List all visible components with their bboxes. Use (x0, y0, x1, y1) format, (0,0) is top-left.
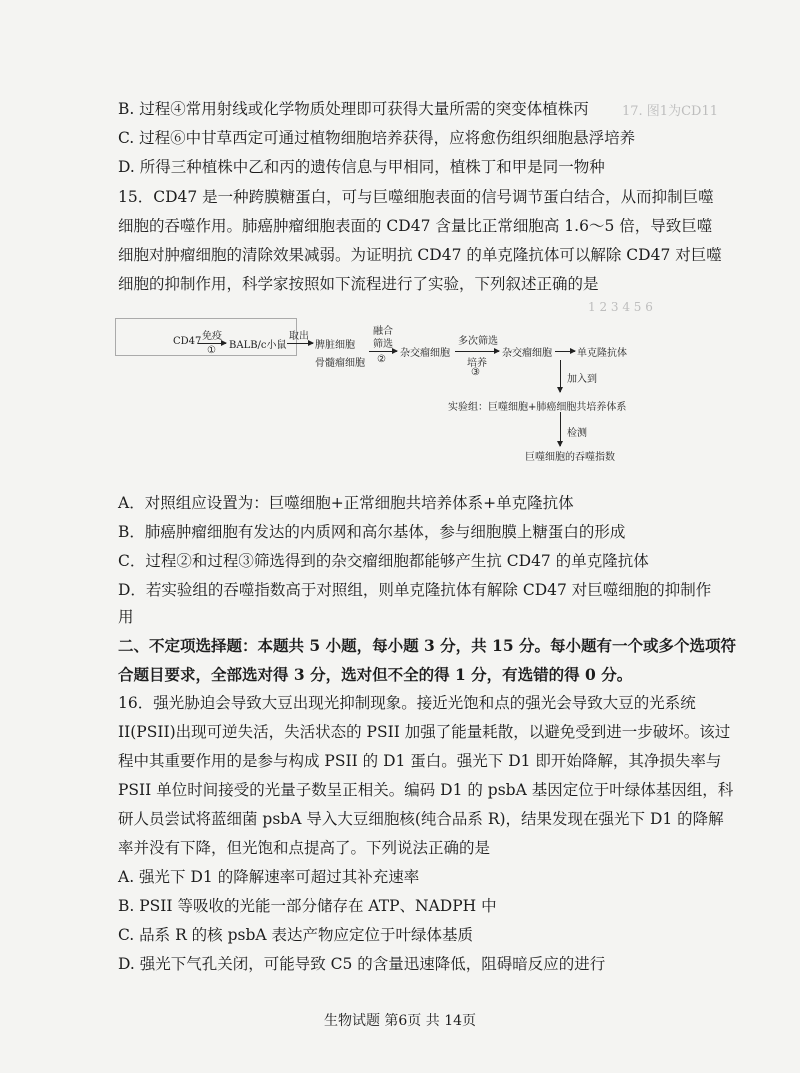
question-15-line4: 细胞的抑制作用，科学家按照如下流程进行了实验，下列叙述正确的是 (118, 275, 599, 293)
question-15-option-d-line1: D．若实验组的吞噬指数高于对照组，则单克隆抗体有解除 CD47 对巨噬细胞的抑制作 (118, 581, 712, 599)
section-2-heading-line2: 合题目要求，全部选对得 3 分，选对但不全的得 1 分，有选错的得 0 分。 (118, 665, 633, 684)
question-15-option-c: C．过程②和过程③筛选得到的杂交瘤细胞都能够产生抗 CD47 的单克隆抗体 (118, 552, 649, 570)
question-16-option-c: C. 品系 R 的核 psbA 表达产物应定位于叶绿体基质 (118, 926, 474, 944)
question-15-option-a: A．对照组应设置为：巨噬细胞+正常细胞共培养体系+单克隆抗体 (118, 494, 574, 512)
question-15-option-b: B．肺癌肿瘤细胞有发达的内质网和高尔基体，参与细胞膜上糖蛋白的形成 (118, 523, 626, 541)
diagram-exp-group: 实验组：巨噬细胞+肺癌细胞共培养体系 (448, 402, 627, 413)
arrow-culture (455, 351, 499, 352)
section-2-heading-line1: 二、不定项选择题：本题共 5 小题，每小题 3 分，共 15 分。每小题有一个或多个选项符 (118, 636, 737, 655)
diagram-cd47: CD47 (173, 336, 202, 347)
diagram-screen-label: 筛选 (373, 339, 393, 350)
question-16-option-d: D. 强光下气孔关闭，可能导致 C5 的含量迅速降低，阻碍暗反应的进行 (118, 955, 606, 973)
diagram-culture-label: 培养 (467, 358, 487, 369)
diagram-mab: 单克隆抗体 (577, 348, 627, 359)
question-16-option-b: B. PSII 等吸收的光能一部分储存在 ATP、NADPH 中 (118, 897, 497, 915)
bleed-through-text: 17. 图1为CD11 (622, 104, 718, 119)
diagram-add-label: 加入到 (567, 374, 597, 385)
question-16-line1: 16．强光胁迫会导致大豆出现光抑制现象。接近光饱和点的强光会导致大豆的光系统 (118, 694, 696, 712)
question-16-line5: 研人员尝试将蓝细菌 psbA 导入大豆细胞核(纯合品系 R)，结果发现在强光下 D1 的降解 (118, 810, 724, 828)
question-15-line1: 15．CD47 是一种跨膜糖蛋白，可与巨噬细胞表面的信号调节蛋白结合，从而抑制巨噬 (118, 188, 714, 206)
bleed-through-figure: 1 2 3 4 5 6 (588, 300, 653, 314)
arrow-detect (560, 412, 561, 446)
diagram-fuse-label: 融合 (373, 326, 393, 337)
arrow-to-mab (555, 351, 575, 352)
option-c-prev: C. 过程⑥中甘草西定可通过植物细胞培养获得，应将愈伤组织细胞悬浮培养 (118, 129, 636, 147)
option-b-prev: B. 过程④常用射线或化学物质处理即可获得大量所需的突变体植株丙 (118, 100, 589, 118)
arrow-add (560, 360, 561, 392)
option-d-prev: D. 所得三种植株中乙和丙的遗传信息与甲相同，植株丁和甲是同一物种 (118, 158, 605, 176)
question-16-line6: 率并没有下降，但光饱和点提高了。下列说法正确的是 (118, 839, 491, 857)
question-16-line4: PSII 单位时间接受的光量子数呈正相关。编码 D1 的 psbA 基因定位于叶绿体基因组，科 (118, 781, 734, 799)
diagram-mouse: BALB/c小鼠 (229, 340, 287, 351)
question-16-line3: 程中其重要作用的是参与构成 PSII 的 D1 蛋白。强光下 D1 即开始降解，其净损失率与 (118, 752, 722, 770)
arrow-extract (287, 343, 313, 344)
diagram-detect-label: 检测 (567, 428, 587, 439)
question-16-line2: II(PSII)出现可逆失活，失活状态的 PSII 加强了能量耗散，以避免受到进一步破坏。该过 (118, 723, 731, 741)
question-16-option-a: A. 强光下 D1 的降解速率可超过其补充速率 (118, 868, 420, 886)
diagram-myeloma: 骨髓瘤细胞 (315, 358, 365, 369)
question-15-line3: 细胞对肿瘤细胞的清除效果减弱。为证明抗 CD47 的单克隆抗体可以解除 CD47 对巨噬 (118, 246, 722, 264)
arrow-immune (198, 343, 226, 344)
page-footer: 生物试题 第6页 共 14页 (323, 1013, 477, 1029)
diagram-hybrid1: 杂交瘤细胞 (400, 348, 450, 359)
diagram-spleen: 脾脏细胞 (315, 340, 355, 351)
diagram-step2: ② (377, 354, 386, 365)
question-15-line2: 细胞的吞噬作用。肺癌肿瘤细胞表面的 CD47 含量比正常细胞高 1.6～5 倍，导致巨噬 (118, 217, 713, 235)
diagram-extract-label: 取出 (289, 331, 309, 342)
diagram-phago-index: 巨噬细胞的吞噬指数 (525, 452, 615, 463)
diagram-step3: ③ (471, 367, 480, 378)
question-15-option-d-line2: 用 (118, 608, 134, 626)
diagram-immune-label: 免疫 (202, 331, 222, 342)
diagram-multi-screen-label: 多次筛选 (458, 336, 498, 347)
flowchart-diagram (115, 318, 635, 488)
diagram-hybrid2: 杂交瘤细胞 (502, 348, 552, 359)
diagram-step1: ① (207, 345, 216, 356)
arrow-fuse (369, 351, 397, 352)
